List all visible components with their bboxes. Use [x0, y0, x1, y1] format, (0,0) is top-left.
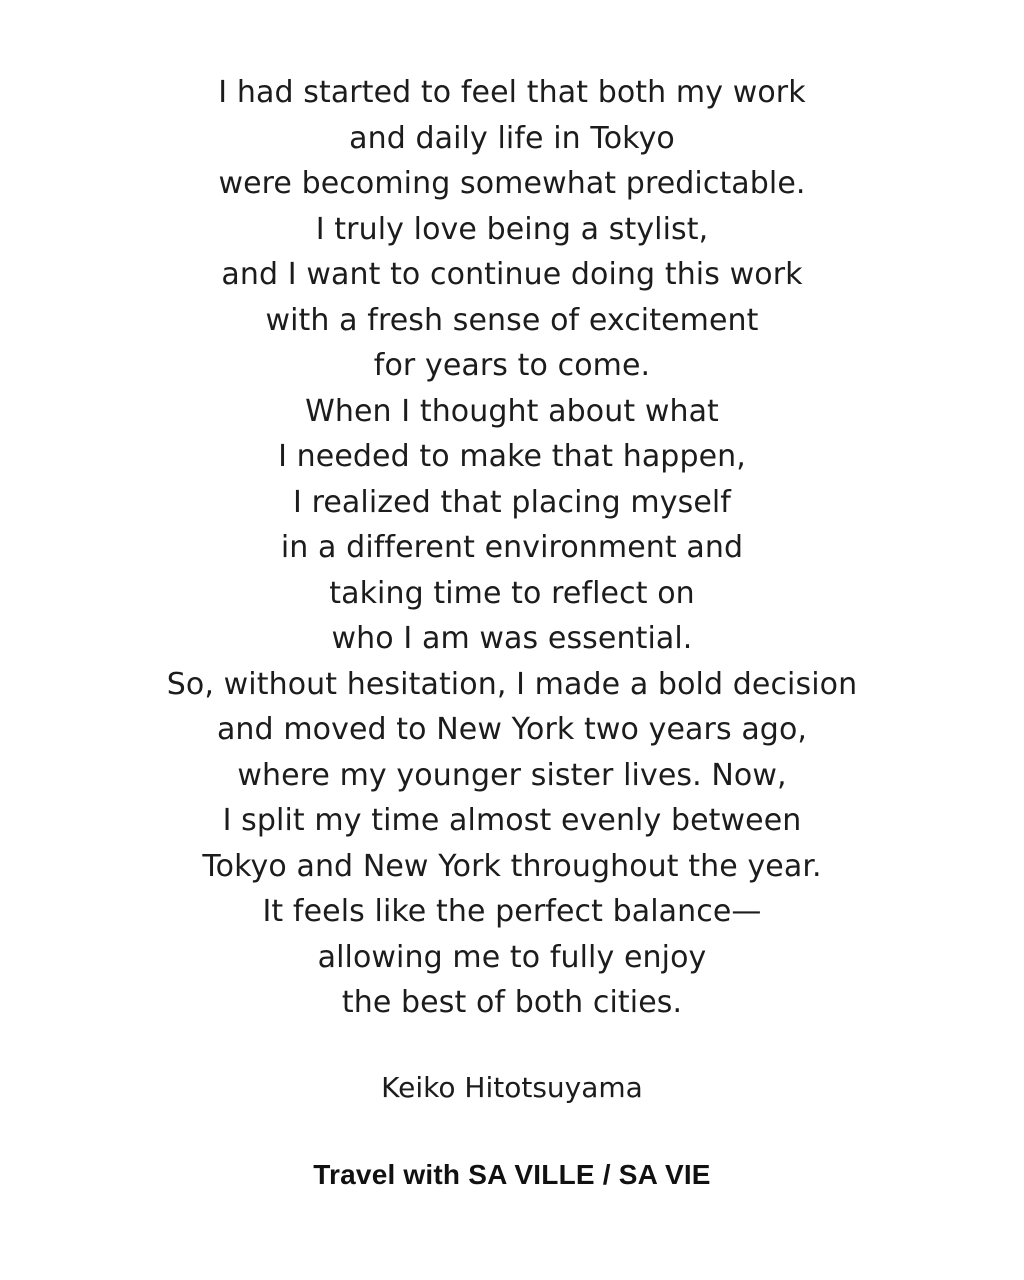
author-name: Keiko Hitotsuyama [381, 1070, 643, 1104]
quote-line: Tokyo and New York throughout the year. [202, 848, 822, 884]
quote-line: for years to come. [373, 348, 651, 383]
quote-line: taking time to reflect on [329, 575, 695, 611]
quote-line: the best of both cities. [341, 985, 683, 1020]
quote-line: allowing me to fully enjoy [317, 939, 707, 975]
quote-line: where my younger sister lives. Now, [237, 757, 787, 793]
quote-line: and moved to New York two years ago, [216, 712, 808, 747]
quote-line: I truly love being a stylist, [315, 211, 709, 247]
quote-line: in a different environment and [280, 530, 744, 565]
quote-line: When I thought about what [305, 393, 719, 429]
quote-text [40, 70, 984, 1026]
quote-line: I needed to make that happen, [278, 439, 746, 474]
quote-line: I realized that placing myself [293, 484, 731, 520]
quote-line: were becoming somewhat predictable. [218, 166, 806, 201]
quote-line: I had started to feel that both my work [218, 75, 806, 110]
quote-line: who I am was essential. [331, 621, 693, 656]
quote-line: with a fresh sense of excitement [265, 302, 759, 338]
quote-line: So, without hesitation, I made a bold decision [166, 666, 858, 702]
quote-line: I split my time almost evenly between [222, 803, 802, 838]
brand-footer: Travel with SA VILLE / SA VIE [313, 1158, 711, 1190]
quote-line: It feels like the perfect balance— [262, 894, 762, 929]
quote-line: and daily life in Tokyo [349, 120, 675, 156]
quote-line: and I want to continue doing this work [221, 257, 803, 292]
